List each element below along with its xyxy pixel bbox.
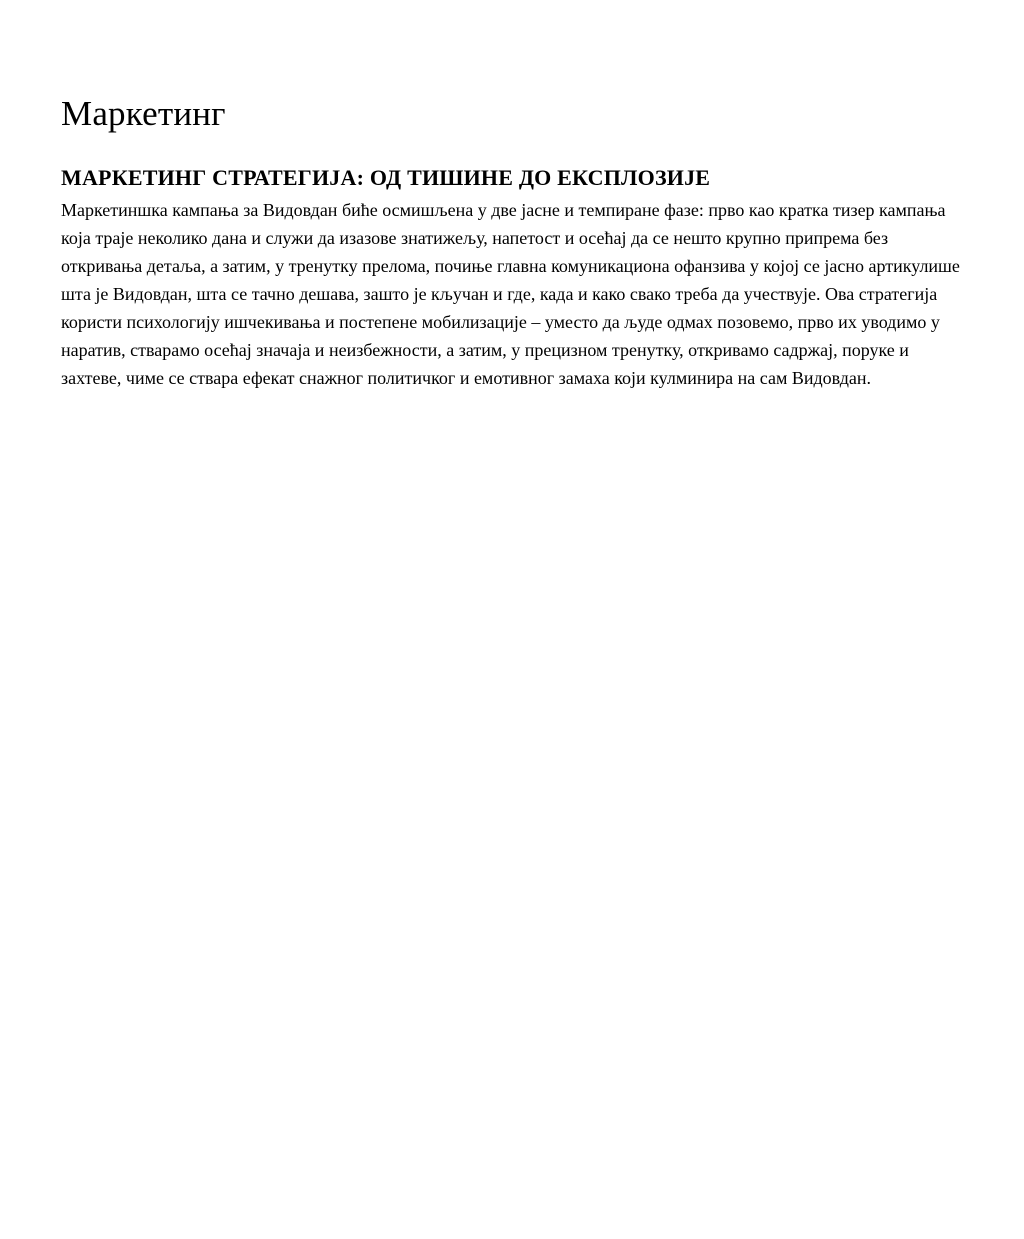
page-title: Маркетинг: [61, 94, 226, 133]
document-content: [61, 92, 961, 392]
section-heading: МАРКЕТИНГ СТРАТЕГИЈА: ОД ТИШИНЕ ДО ЕКСПЛОЗИЈЕ: [61, 165, 711, 190]
section-paragraph: Маркетиншка кампања за Видовдан биће осмишљена у две јасне и темпиране фазе: прво као кратка тизер кампања која траје неколико дана и служи да изазове знатижељу, напетост и осећај да се нешто крупно припрема без откривања детаља, а затим, у тренутку прелома, почиње главна комуникациона офанзива у којој се јасно артикулише шта је Видовдан, шта се тачно дешава, зашто је кључан и где, када и како свако треба да учествује. Ова стратегија користи психологију ишчекивања и постепене мобилизације – уместо да људе одмах позовемо, прво их уводимо у наратив, стварамо осећај значаја и неизбежности, а затим, у прецизном тренутку, откривамо садржај, поруке и захтеве, чиме се ствара ефекат снажног политичког и емотивног замаха који кулминира на сам Видовдан.: [61, 200, 960, 388]
